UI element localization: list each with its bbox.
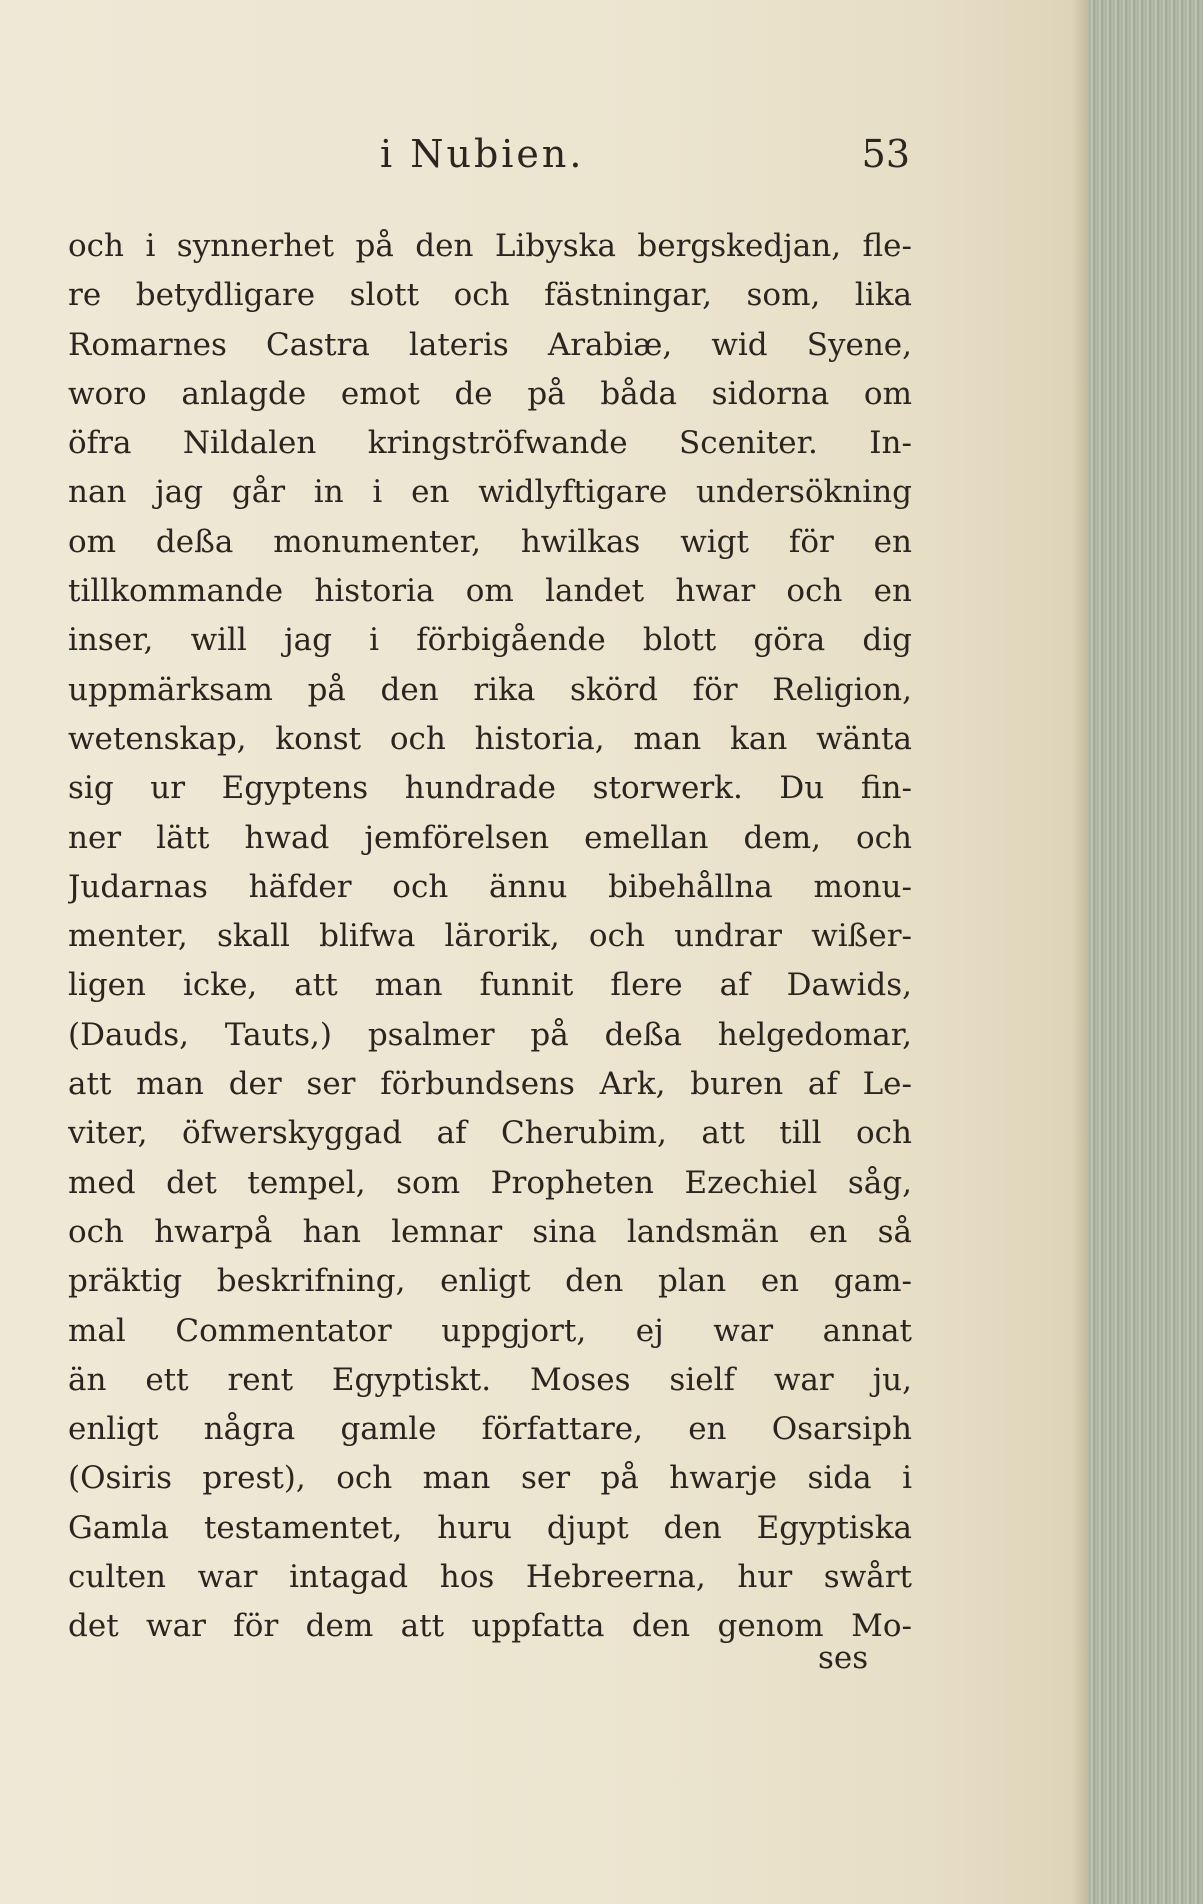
text-line: re betydligare slott och fästningar, som, lika [68, 277, 912, 314]
text-line: Judarnas häfder och ännu bibehållna monu- [68, 868, 912, 905]
text-line: än ett rent Egyptiskt. Moses sielf war ju, [68, 1361, 912, 1398]
text-line: inser, will jag i förbigående blott göra dig [68, 622, 912, 659]
page-number: 53 [861, 132, 910, 176]
running-title: i Nubien. [380, 132, 585, 176]
text-line: Romarnes Castra lateris Arabiæ, wid Syene, [68, 326, 912, 363]
page-header [70, 132, 910, 192]
text-line: enligt några gamle författare, en Osarsiph [68, 1411, 912, 1448]
text-line: öfra Nildalen kringströfwande Sceniter. In- [68, 425, 912, 462]
text-line: präktig beskrifning, enligt den plan en gam- [68, 1263, 912, 1300]
text-line: culten war intagad hos Hebreerna, hur swårt [68, 1559, 912, 1596]
body-text [68, 222, 912, 1652]
text-line: wetenskap, konst och historia, man kan wänta [68, 720, 912, 757]
text-line: viter, öfwerskyggad af Cherubim, att till och [68, 1115, 912, 1152]
page-edges [1088, 0, 1203, 1904]
text-line: woro anlagde emot de på båda sidorna om [68, 375, 912, 412]
text-line: (Osiris prest), och man ser på hwarje sida i [68, 1460, 912, 1497]
text-line: och i synnerhet på den Libyska bergskedjan, fle- [68, 228, 912, 264]
text-line: att man der ser förbundsens Ark, buren af Le- [68, 1066, 912, 1103]
text-line: menter, skall blifwa lärorik, och undrar wißer- [68, 918, 912, 955]
text-line: nan jag går in i en widlyftigare undersökning [68, 474, 912, 511]
text-line: med det tempel, som Propheten Ezechiel såg, [68, 1164, 912, 1201]
text-line: tillkommande historia om landet hwar och en [68, 573, 912, 610]
text-line: och hwarpå han lemnar sina landsmän en så [68, 1213, 912, 1250]
text-line: mal Commentator uppgjort, ej war annat [68, 1312, 912, 1349]
text-line: (Dauds, Tauts,) psalmer på deßa helgedomar, [68, 1016, 912, 1053]
text-line: det war för dem att uppfatta den genom Mo- [68, 1608, 912, 1645]
text-line: Gamla testamentet, huru djupt den Egyptiska [68, 1509, 912, 1546]
text-line: ligen icke, att man funnit flere af Dawids, [68, 967, 912, 1004]
text-line: ner lätt hwad jemförelsen emellan dem, och [68, 819, 912, 856]
text-line: sig ur Egyptens hundrade storwerk. Du fin- [68, 770, 912, 807]
text-line: om deßa monumenter, hwilkas wigt för en [68, 523, 912, 560]
catchword: ses [818, 1640, 869, 1676]
text-line: uppmärksam på den rika skörd för Religion, [68, 671, 912, 708]
